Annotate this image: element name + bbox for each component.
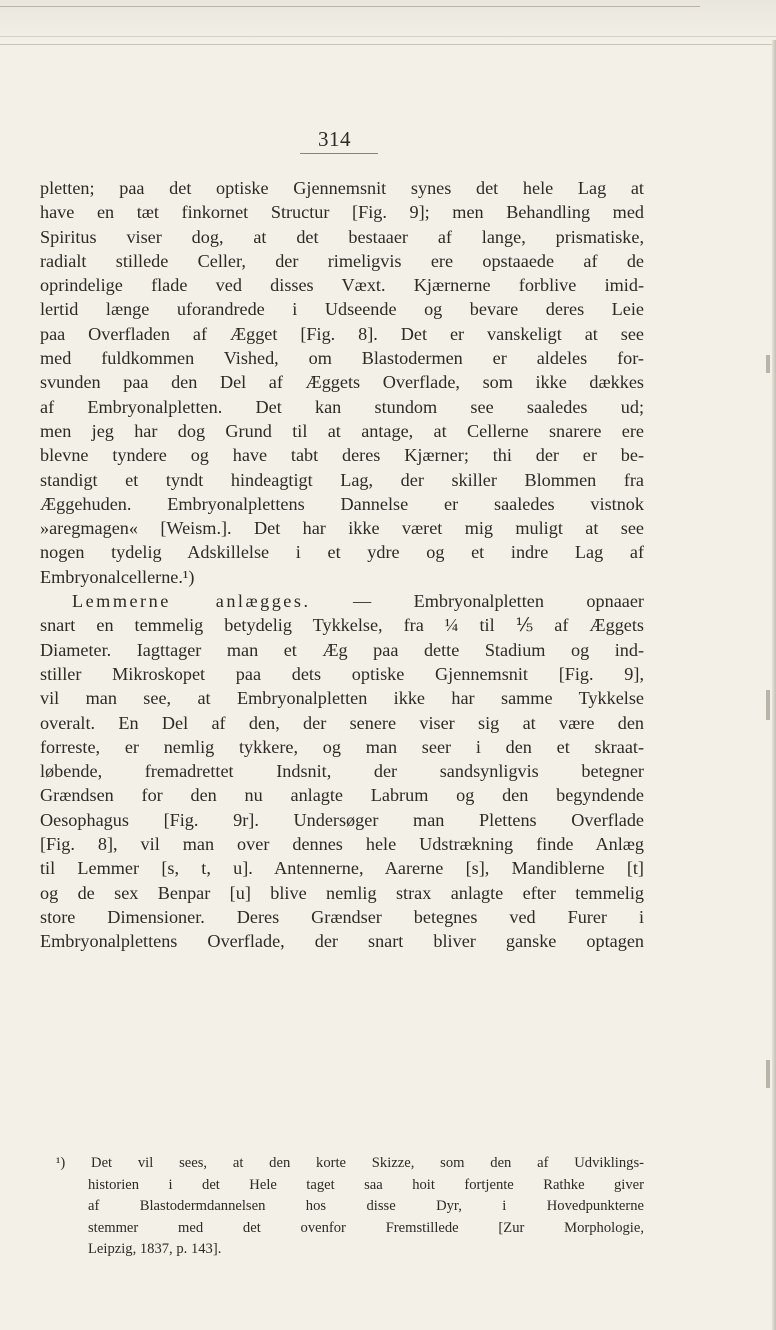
page-number-rule [300,153,378,154]
text-line: men jeg har dog Grund til at antage, at Cellerne snarere ere [40,420,644,441]
text-line: nogen tydelig Adskillelse i et ydre og et indre Lag af [40,542,644,563]
page-number: 314 [318,127,351,151]
text-line: svunden paa den Del af Æggets Overflade, som ikke dækkes [40,372,644,393]
text-line: radialt stillede Celler, der rimeligvis ere opstaaede af de [40,250,644,271]
text-fragment: — Embryonalpletten opnaaer [310,591,644,612]
text-line: have en tæt finkornet Structur [Fig. 9]; men Behandling med [40,202,644,223]
text-line: Diameter. Iagttager man et Æg paa dette Stadium og ind- [40,639,644,660]
text-line: løbende, fremadrettet Indsnit, der sandsynligvis betegner [40,761,644,782]
page-top-edge [0,0,776,45]
text-line: af Embryonalpletten. Det kan stundom see saaledes ud; [40,396,644,417]
text-line: til Lemmer [s, t, u]. Antennerne, Aarerne [s], Mandiblerne [t] [40,858,644,879]
text-line: Grændsen for den nu anlagte Labrum og den begyndende [40,785,644,806]
text-line: oprindelige flade ved disses Væxt. Kjærnerne forblive imid- [40,275,644,296]
text-line: pletten; paa det optiske Gjennemsnit synes det hele Lag at [40,178,644,198]
text-line: forreste, er nemlig tykkere, og man seer i den et skraat- [40,736,644,757]
text-line: og de sex Benpar [u] blive nemlig strax anlagte efter temmelig [40,882,644,903]
text-line: store Dimensioner. Deres Grændser betegnes ved Furer i [40,906,644,927]
margin-mark [766,1060,770,1088]
text-line: Embryonalplettens Overflade, der snart bliver ganske optagen [40,931,644,952]
edge-line [0,36,776,37]
footnote-line: ¹) Det vil sees, at den korte Skizze, som den af Udviklings- [56,1155,644,1171]
text-line: Oesophagus [Fig. 9r]. Undersøger man Plettens Overflade [40,809,644,830]
footnote-line: af Blastodermdannelsen hos disse Dyr, i Hovedpunkterne [88,1198,644,1214]
text-line: lertid længe uforandrede i Udseende og bevare deres Leie [40,299,644,320]
text-line: standigt et tyndt hindeagtigt Lag, der skiller Blommen fra [40,469,644,490]
text-line: overalt. En Del af den, der senere viser sig at være den [40,712,644,733]
text-line: vil man see, at Embryonalpletten ikke har samme Tykkelse [40,688,644,709]
text-line: Æggehuden. Embryonalplettens Dannelse er saaledes vistnok [40,493,644,514]
margin-mark [766,690,770,720]
text-line: snart en temmelig betydelig Tykkelse, fra ¼ til ⅕ af Æggets [40,615,644,636]
text-line: Spiritus viser dog, at det bestaaer af lange, prismatiske, [40,226,644,247]
section-lead: Lemmerne anlægges. [72,591,311,612]
footnote-line: stemmer med det ovenfor Fremstillede [Zur Morphologie, [88,1219,644,1236]
text-line: paa Overfladen af Ægget [Fig. 8]. Det er vanskeligt at see [40,323,644,344]
text-line: blevne tyndere og have tabt deres Kjærner; thi der er be- [40,445,644,466]
footnote-line: Leipzig, 1837, p. 143]. [88,1241,222,1257]
footnote-line: historien i det Hele taget saa hoit fortjente Rathke giver [88,1176,644,1193]
text-line: [Fig. 8], vil man over dennes hele Udstrækning finde Anlæg [40,834,644,855]
paragraph-first-line [40,589,644,613]
page-right-edge [772,40,776,1330]
edge-line [0,6,700,7]
text-line: med fuldkommen Vished, om Blastodermen er aldeles for- [40,348,644,369]
text-line: Embryonalcellerne.¹) [40,566,195,587]
text-line: »aregmagen« [Weism.]. Det har ikke været mig muligt at see [40,518,644,539]
margin-mark [766,355,770,373]
text-line: stiller Mikroskopet paa dets optiske Gjennemsnit [Fig. 9], [40,663,644,684]
footnote [40,1153,644,1261]
body-text [40,176,644,954]
